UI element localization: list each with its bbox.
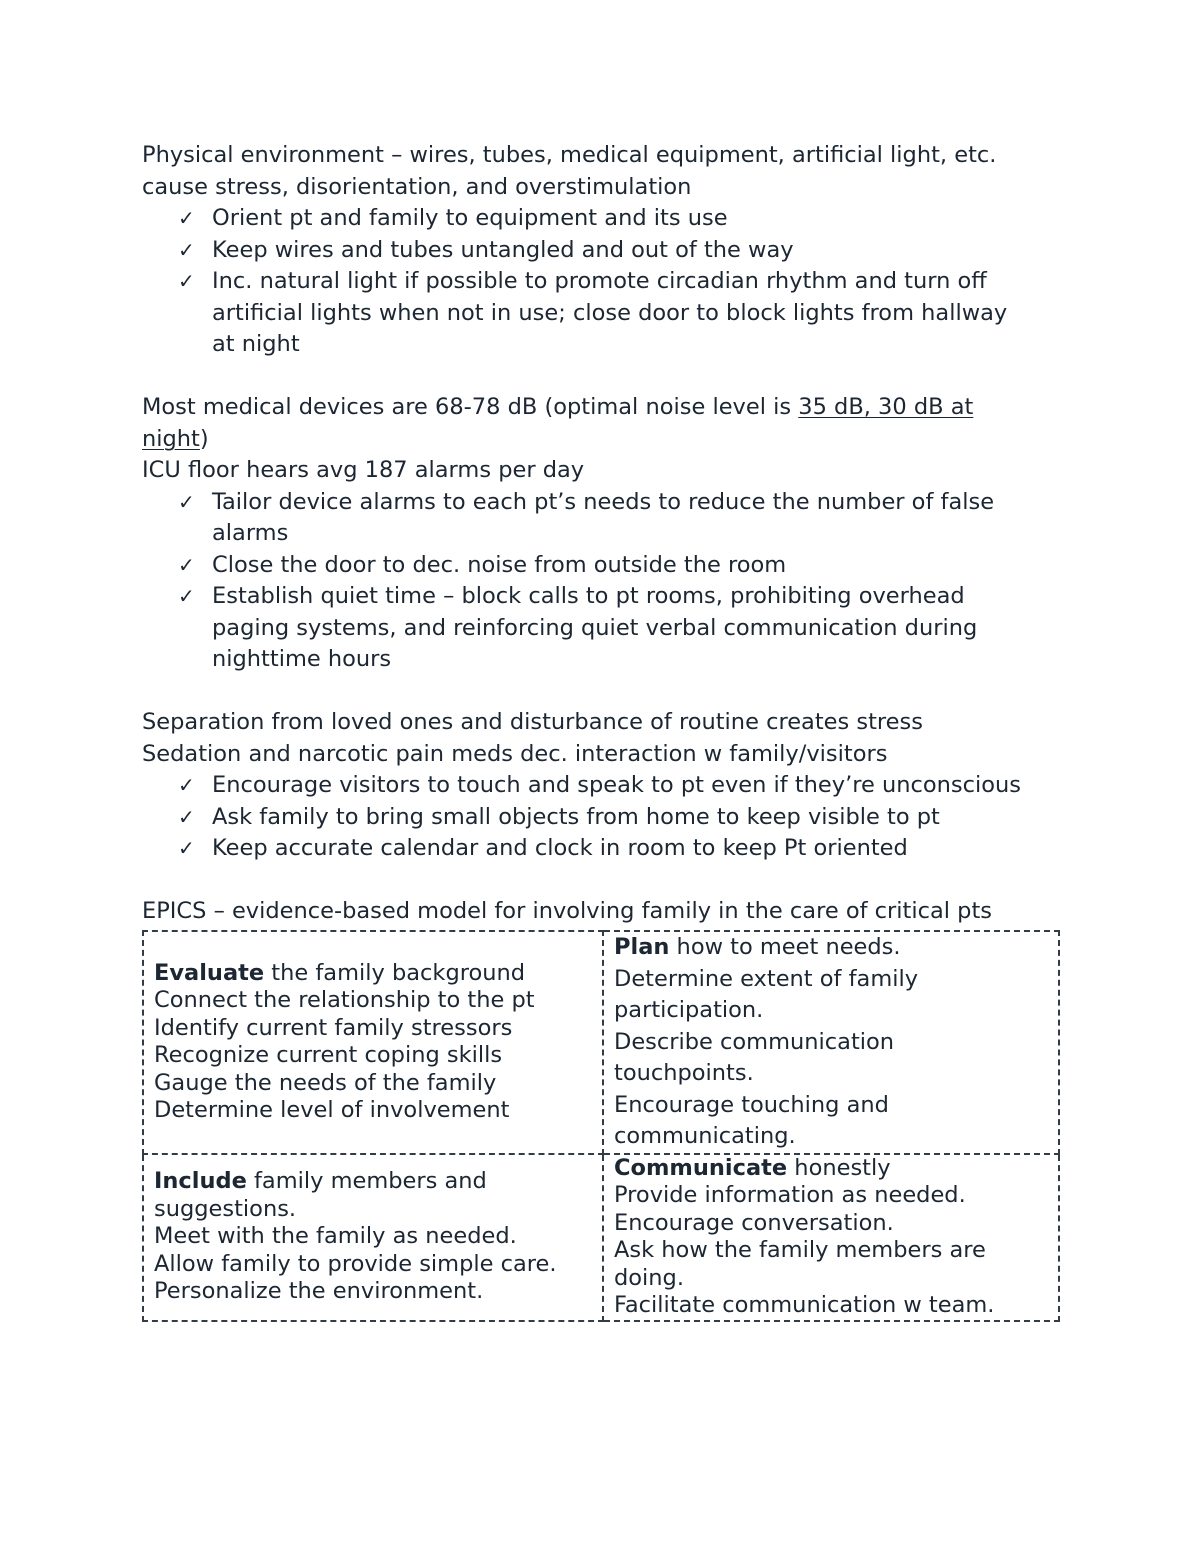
cell-line: Determine level of involvement <box>154 1097 510 1124</box>
cell-line: communicating. <box>614 1123 796 1149</box>
checklist-item-text: Encourage visitors to touch and speak to pt even if they’re unconscious <box>212 772 1022 798</box>
checkmark-icon: ✓ <box>178 804 195 829</box>
checkmark-icon: ✓ <box>178 269 195 293</box>
cell-text: the family background <box>264 959 526 986</box>
cell-line: doing. <box>614 1264 684 1291</box>
noise-level-text: Most medical devices are 68-78 dB (optimal noise level is <box>142 394 799 420</box>
epics-plan-cell <box>603 931 1059 1154</box>
checklist-item <box>142 833 1072 865</box>
cell-line: Identify current family stressors <box>154 1014 513 1041</box>
spacer <box>142 865 1072 897</box>
cell-heading <box>614 1155 1048 1183</box>
family-checklist <box>142 770 1072 865</box>
checklist-item-text: paging systems, and reinforcing quiet verbal communication during <box>212 614 978 641</box>
checklist-item <box>142 550 1072 582</box>
checklist-item-text: nighttime hours <box>212 646 392 672</box>
cell-line: Encourage touching and <box>614 1091 889 1118</box>
checklist-item-text: at night <box>212 331 300 357</box>
noise-level-text: ) <box>199 425 209 452</box>
checkmark-icon: ✓ <box>178 773 195 797</box>
cell-line: touchpoints. <box>614 1060 754 1086</box>
cell-line: Determine extent of family <box>614 965 919 992</box>
cell-line: Ask how the family members are <box>614 1237 986 1263</box>
cell-line: Provide information as needed. <box>614 1182 966 1208</box>
epics-table <box>142 930 1060 1322</box>
checklist-item-text: artificial lights when not in use; close door to block lights from hallway <box>212 299 1008 326</box>
icu-alarms-line: ICU floor hears avg 187 alarms per day <box>142 457 585 483</box>
checklist-item-text: Keep wires and tubes untangled and out of the way <box>212 236 794 263</box>
optimal-noise-underlined: 35 dB, 30 dB at <box>798 394 974 420</box>
checklist-item-text: Close the door to dec. noise from outside the room <box>212 551 787 578</box>
separation-line: Separation from loved ones and disturbance of routine creates stress <box>142 709 923 735</box>
cell-line: Allow family to provide simple care. <box>154 1250 557 1277</box>
sedation-line: Sedation and narcotic pain meds dec. interaction w family/visitors <box>142 740 888 767</box>
cell-text: honestly <box>787 1154 891 1181</box>
cell-line: suggestions. <box>154 1195 297 1222</box>
noise-level-line-2 <box>142 424 1072 456</box>
physical-env-heading-line-2: cause stress, disorientation, and overstimulation <box>142 173 692 200</box>
checklist-item-text: Establish quiet time – block calls to pt rooms, prohibiting overhead <box>212 583 965 609</box>
cell-heading <box>614 932 1048 964</box>
cell-text: how to meet needs. <box>669 934 901 960</box>
noise-level-line-1 <box>142 392 1072 424</box>
cell-line: Facilitate communication w team. <box>614 1292 995 1318</box>
checklist-item <box>142 802 1072 834</box>
cell-line: Recognize current coping skills <box>154 1042 503 1069</box>
checkmark-icon: ✓ <box>178 552 195 577</box>
include-keyword: Include <box>154 1168 247 1195</box>
checklist-item <box>142 770 1072 802</box>
cell-heading <box>154 1168 592 1196</box>
optimal-noise-underlined: night <box>142 425 200 452</box>
checklist-item <box>142 235 1072 267</box>
cell-line: Encourage conversation. <box>614 1209 894 1236</box>
checklist-item-text: Keep accurate calendar and clock in room to keep Pt oriented <box>212 835 908 861</box>
checkmark-icon: ✓ <box>178 489 195 514</box>
physical-env-checklist <box>142 203 1072 361</box>
spacer <box>142 676 1072 708</box>
checkmark-icon: ✓ <box>178 836 195 860</box>
cell-line: Personalize the environment. <box>154 1278 484 1305</box>
physical-env-heading-line-1: Physical environment – wires, tubes, medical equipment, artificial light, etc. <box>142 142 997 168</box>
checklist-item <box>142 581 1072 676</box>
epics-heading: EPICS – evidence-based model for involving family in the care of critical pts <box>142 898 992 924</box>
notes-body <box>142 140 1072 928</box>
checklist-item <box>142 266 1072 361</box>
epics-evaluate-cell <box>143 931 603 1154</box>
communicate-keyword: Communicate <box>614 1154 788 1181</box>
checklist-item-text: alarms <box>212 520 289 546</box>
checklist-item <box>142 487 1072 550</box>
plan-keyword: Plan <box>614 934 670 960</box>
table-row <box>143 931 1059 1154</box>
spacer <box>142 361 1072 393</box>
epics-communicate-cell <box>603 1154 1059 1321</box>
evaluate-keyword: Evaluate <box>154 959 265 986</box>
cell-text: family members and <box>246 1168 487 1195</box>
cell-line: Describe communication <box>614 1028 895 1055</box>
checklist-item-text: Tailor device alarms to each pt’s needs to reduce the number of false <box>212 488 995 515</box>
checklist-item-text: Ask family to bring small objects from home to keep visible to pt <box>212 803 940 830</box>
table-row <box>143 1154 1059 1321</box>
epics-include-cell <box>143 1154 603 1321</box>
checklist-item-text: Inc. natural light if possible to promote circadian rhythm and turn off <box>212 268 987 294</box>
cell-line: Connect the relationship to the pt <box>154 987 535 1014</box>
checkmark-icon: ✓ <box>178 206 195 230</box>
cell-line: participation. <box>614 997 764 1023</box>
cell-line: Meet with the family as needed. <box>154 1223 517 1250</box>
checklist-item-text: Orient pt and family to equipment and its use <box>212 205 728 231</box>
checkmark-icon: ✓ <box>178 237 195 262</box>
cell-line: Gauge the needs of the family <box>154 1069 497 1096</box>
cell-heading <box>154 960 592 988</box>
noise-checklist <box>142 487 1072 676</box>
checkmark-icon: ✓ <box>178 584 195 608</box>
checklist-item <box>142 203 1072 235</box>
